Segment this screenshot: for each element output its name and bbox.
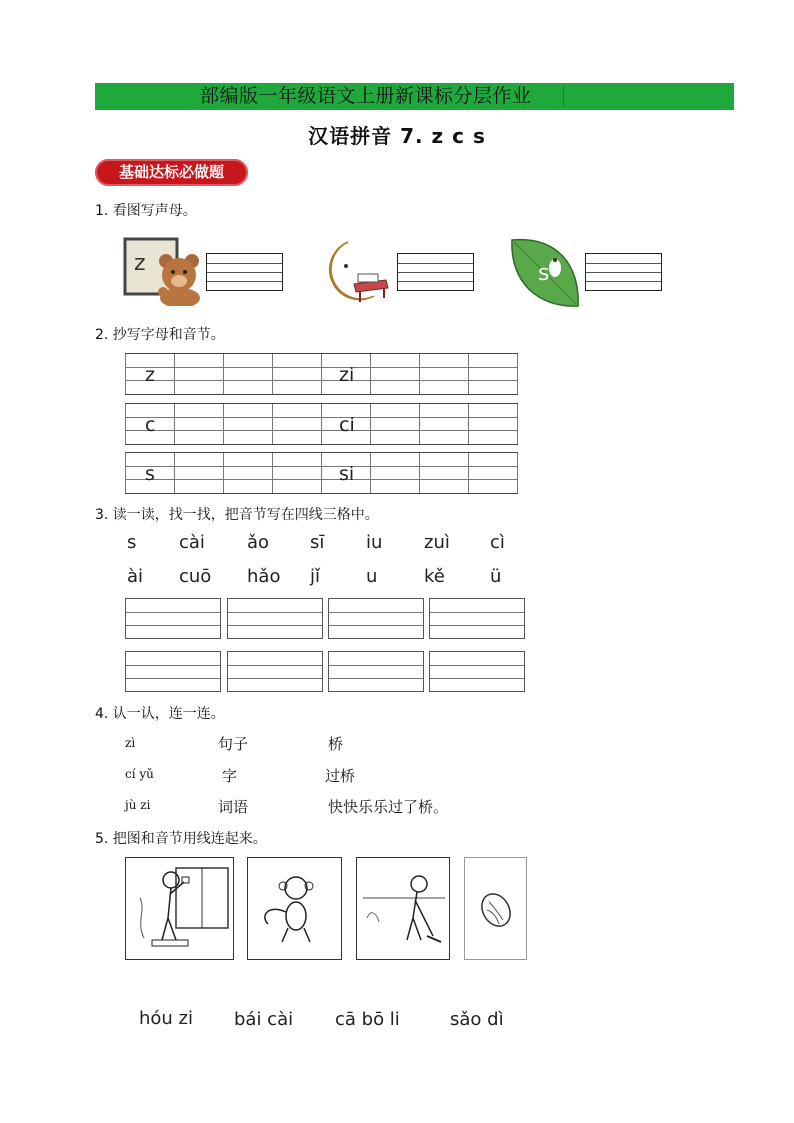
answer-syllable[interactable]: hóu zi [139,1008,193,1029]
four-line-box[interactable] [227,598,323,639]
bear-icon [122,236,202,306]
match-word[interactable]: 词语 [218,798,249,816]
copy-syllable: si [339,463,355,485]
syllable: cì [490,532,505,553]
answer-box-1[interactable] [206,253,283,291]
banner-text: 部编版一年级语文上册新课标分层作业 [200,85,532,107]
syllable: u [366,566,378,587]
moon-icon [318,236,396,306]
cabbage-icon [465,858,526,959]
answer-syllable[interactable]: cā bō li [335,1009,400,1030]
answer-box-3[interactable] [585,253,662,291]
syllable: iu [366,532,383,553]
match-word[interactable]: 字 [222,767,238,785]
leaf-icon [508,236,583,310]
leaf-letter: s [538,261,550,286]
question-3-label: 3. 读一读，找一找，把音节写在四线三格中。 [95,507,379,523]
four-line-box[interactable] [429,598,525,639]
board-letter: z [134,251,146,276]
syllable: ài [127,566,144,587]
four-line-box[interactable] [125,651,221,692]
page-title: 汉语拼音 7. z c s [308,124,486,148]
answer-syllable[interactable]: bái cài [234,1009,294,1030]
syllable: zuì [424,532,450,553]
question-4-label: 4. 认一认，连一连。 [95,706,225,722]
copy-letter: s [145,463,155,485]
answer-box-2[interactable] [397,253,474,291]
match-phrase[interactable]: 快快乐乐过了桥。 [328,798,449,816]
syllable: sī [310,532,325,553]
four-line-box[interactable] [328,651,424,692]
picture-sweeping[interactable] [356,857,450,960]
monkey-icon [248,858,341,959]
answer-syllable[interactable]: sǎo dì [450,1009,504,1030]
copy-row-z[interactable] [125,353,518,395]
question-2-label: 2. 抄写字母和音节。 [95,327,225,343]
question-5-label: 5. 把图和音节用线连起来。 [95,831,267,847]
syllable: jǐ [310,566,321,587]
four-line-box[interactable] [227,651,323,692]
copy-letter: c [145,414,156,436]
copy-row-s[interactable] [125,452,518,494]
copy-syllable: ci [339,414,355,436]
match-pinyin[interactable]: cí yǔ [125,767,154,781]
boy-cleaning-window-icon [126,858,233,959]
syllable: ǎo [247,532,270,553]
picture-cabbage[interactable] [464,857,527,960]
copy-letter: z [145,364,155,386]
syllable: ü [490,566,502,587]
copy-row-c[interactable] [125,403,518,445]
picture-window[interactable] [125,857,234,960]
copy-syllable: zi [339,364,355,386]
syllable: cài [179,532,205,553]
match-word[interactable]: 句子 [218,735,249,753]
match-pinyin[interactable]: zì [125,736,136,750]
syllable: s [127,532,137,553]
banner-divider [563,86,564,107]
syllable: hǎo [247,566,281,587]
syllable: cuō [179,566,212,587]
section-badge: 基础达标必做题 [95,159,248,186]
match-phrase[interactable]: 过桥 [325,767,356,785]
four-line-box[interactable] [429,651,525,692]
match-pinyin[interactable]: jù zi [125,798,151,812]
four-line-box[interactable] [328,598,424,639]
picture-monkey[interactable] [247,857,342,960]
syllable: kě [424,566,445,587]
boy-sweeping-icon [357,858,449,959]
match-phrase[interactable]: 桥 [328,735,344,753]
question-1-label: 1. 看图写声母。 [95,203,197,219]
four-line-box[interactable] [125,598,221,639]
